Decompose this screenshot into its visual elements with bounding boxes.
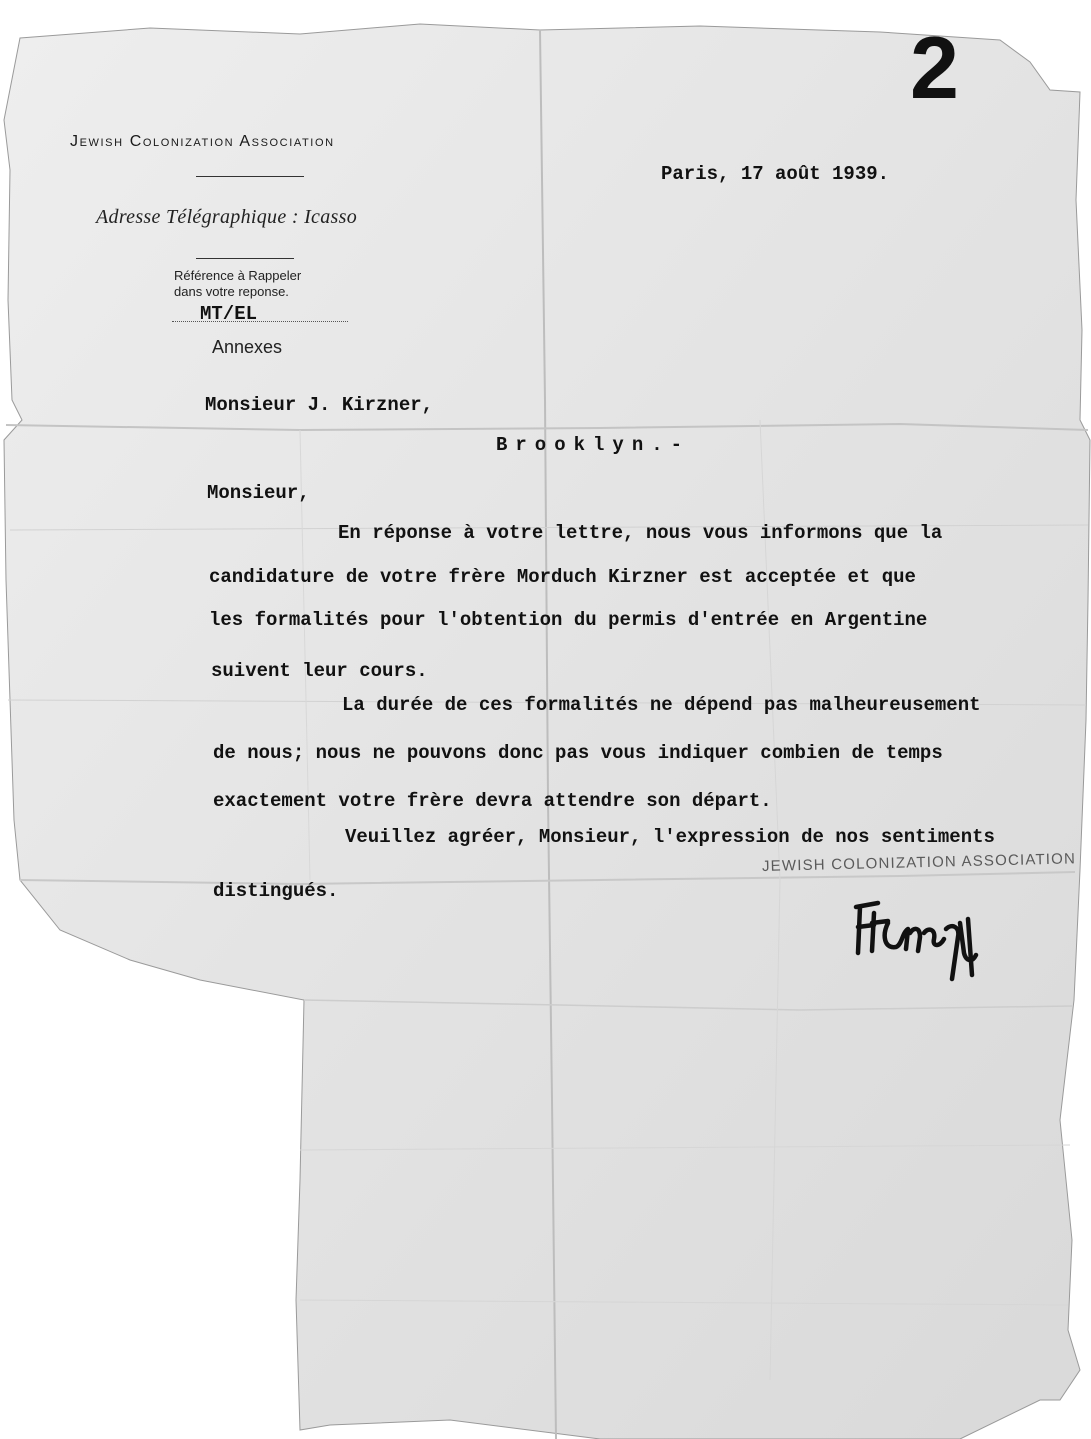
recipient-city: Brooklyn.- [496, 434, 691, 456]
body-line: exactement votre frère devra attendre son départ. [213, 790, 772, 812]
reference-divider [196, 258, 294, 259]
annexes-label: Annexes [212, 337, 283, 357]
body-line: En réponse à votre lettre, nous vous informons que la [338, 522, 943, 544]
reference-code: MT/EL [200, 303, 258, 325]
salutation: Monsieur, [207, 482, 310, 504]
body-line: les formalités pour l'obtention du permis d'entrée en Argentine [209, 609, 928, 631]
organization-stamp: JEWISH COLONIZATION ASSOCIATION [761, 850, 1077, 875]
recipient-name: Monsieur J. Kirzner, [205, 394, 434, 416]
handwritten-signature [848, 893, 988, 983]
letter-date: Paris, 17 août 1939. [661, 163, 890, 185]
body-line: de nous; nous ne pouvons donc pas vous indiquer combien de temps [213, 742, 943, 764]
body-line: candidature de votre frère Morduch Kirzner est acceptée et que [209, 566, 916, 588]
body-line: La durée de ces formalités ne dépend pas malheureusement [342, 694, 981, 716]
body-line: distingués. [213, 880, 339, 902]
reference-label-line2: dans votre reponse. [174, 284, 289, 299]
body-line: suivent leur cours. [211, 660, 428, 682]
page-number: 2 [910, 18, 959, 117]
reference-dotted-line [172, 321, 348, 322]
reference-label-line1: Référence à Rappeler [174, 268, 302, 283]
letterhead-organization: Jewish Colonization Association [70, 133, 335, 150]
telegraph-address: Adresse Télégraphique : Icasso [96, 206, 357, 228]
letterhead-divider [196, 176, 304, 177]
body-line: Veuillez agréer, Monsieur, l'expression de nos sentiments [345, 826, 995, 848]
